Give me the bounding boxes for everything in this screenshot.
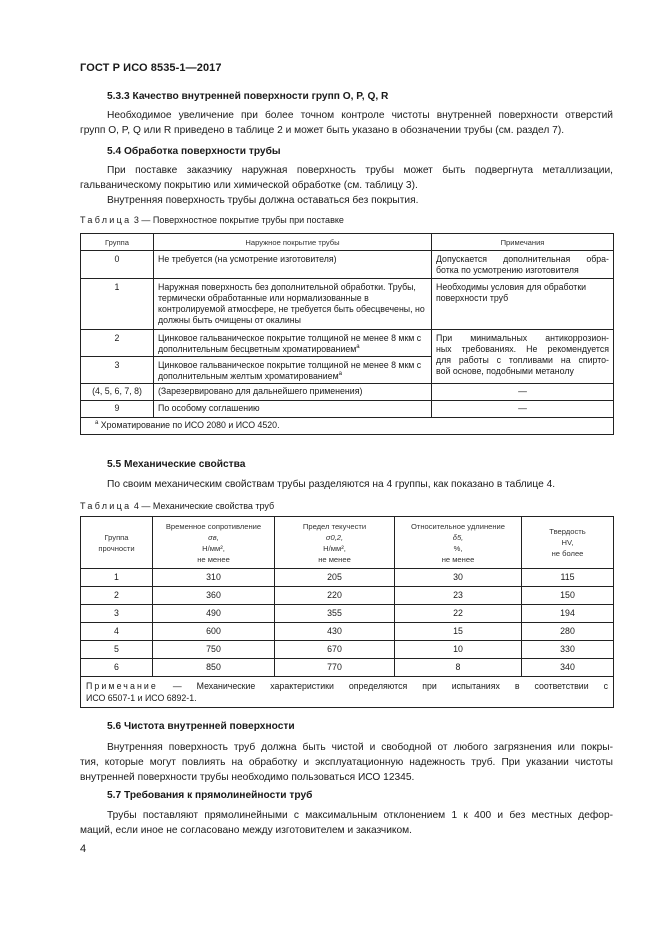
cell-tensile: 360 (153, 587, 275, 605)
header-line: Н/мм², (323, 543, 346, 553)
cell-hardness: 280 (522, 623, 614, 641)
cell-elongation: 22 (395, 605, 522, 623)
table-row (81, 279, 614, 330)
column-header-strength-group (81, 517, 153, 569)
cell-yield: 355 (275, 605, 395, 623)
header-line: Н/мм², (202, 543, 225, 553)
table-caption-word: Таблица (80, 215, 132, 225)
table-caption-title: 3 — Поверхностное покрытие трубы при поставке (133, 215, 344, 225)
header-line: HV, (561, 538, 574, 547)
cell-coating (154, 330, 432, 357)
text-line: гальваническому покрытию или химической обработке (см. таблицу 3). (80, 180, 418, 191)
cell-group: 2 (81, 330, 154, 357)
cell-note: — (432, 384, 614, 401)
cell-group: 9 (81, 401, 154, 418)
note-line (86, 680, 608, 692)
note-line: При минимальных антикоррозион- (436, 333, 609, 343)
cell-coating (154, 357, 432, 384)
table-3-caption (80, 215, 344, 225)
cell-tensile: 310 (153, 569, 275, 587)
table-caption-word: Таблица (80, 501, 132, 511)
page-number: 4 (80, 843, 87, 855)
table-row (81, 659, 614, 677)
header-line: не менее (441, 554, 475, 564)
note-line: ИСО 6507-1 и ИСО 6892-1. (86, 693, 197, 703)
cell-hardness: 340 (522, 659, 614, 677)
cell-group: 0 (81, 251, 154, 279)
column-header-tensile-strength (153, 517, 275, 569)
cell-note-merged (432, 330, 614, 384)
footnote-text: Хроматирование по ИСО 2080 и ИСО 4520. (100, 420, 280, 430)
cell-group: 3 (81, 605, 153, 623)
cell-hardness: 115 (522, 569, 614, 587)
section-heading-5-5: 5.5 Механические свойства (107, 459, 246, 470)
section-text-5-3-3 (80, 108, 613, 138)
note-line: ботка по усмотрению изготовителя (436, 265, 579, 275)
cell-yield: 670 (275, 641, 395, 659)
header-symbol: σв, (208, 532, 219, 542)
cell-group: 6 (81, 659, 153, 677)
cell-elongation: 8 (395, 659, 522, 677)
note-line: вой основе, подобными метанолу (436, 366, 574, 376)
section-text-5-7 (80, 808, 613, 838)
cell-group: 4 (81, 623, 153, 641)
cell-coating: Наружная поверхность без дополнительной обработки. Трубы, термически обработанные или нормализованные в контролируемой атмосфере, не требуется быть обесцвечены, но должны быть очищены от окалины (154, 279, 432, 330)
cell-elongation: 23 (395, 587, 522, 605)
column-header-elongation (395, 517, 522, 569)
column-header-yield-strength (275, 517, 395, 569)
table-row (81, 605, 614, 623)
header-line: Группа (104, 532, 129, 542)
column-header-group: Группа (81, 234, 154, 251)
cell-elongation: 15 (395, 623, 522, 641)
table-3 (80, 233, 614, 435)
coating-text: Цинковое гальваническое покрытие толщиной не менее 8 мкм с дополнительным бесцветным хроматированием (158, 333, 422, 354)
cell-yield: 205 (275, 569, 395, 587)
section-text-5-5 (80, 477, 613, 492)
text-line: внутренней поверхности трубы необходимо пользоваться ИСО 12345. (80, 772, 415, 783)
table-row (81, 623, 614, 641)
column-header-hardness (522, 517, 614, 569)
cell-yield: 430 (275, 623, 395, 641)
header-line: Твердость (549, 527, 586, 536)
note-word: Примечание (86, 681, 158, 691)
note-line: ных требованиях. Не рекомендуется (436, 344, 609, 354)
column-header-notes: Примечания (432, 234, 614, 251)
coating-text: Цинковое гальваническое покрытие толщиной не менее 8 мкм с дополнительным желтым хроматированием (158, 360, 422, 381)
note-line: Допускается дополнительная обра- (436, 254, 609, 264)
cell-tensile: 750 (153, 641, 275, 659)
text-line: При поставке заказчику наружная поверхность трубы может быть подвергнута металлизации, (107, 165, 613, 176)
section-text-5-6 (80, 740, 613, 785)
header-symbol: δ5, (452, 532, 464, 542)
table-row (81, 401, 614, 418)
section-heading-5-3-3: 5.3.3 Качество внутренней поверхности групп O, P, Q, R (107, 91, 389, 102)
cell-hardness: 194 (522, 605, 614, 623)
note-text: — Механические характеристики определяются при испытаниях в соответствии с (172, 681, 608, 691)
cell-yield: 220 (275, 587, 395, 605)
table-row (81, 251, 614, 279)
cell-group: 2 (81, 587, 153, 605)
table-header-row (81, 234, 614, 251)
header-line: Относительное удлинение (410, 521, 506, 531)
text-line: Необходимое увеличение при более точном контроле чистоты внутренней поверхности отверстий (107, 110, 613, 121)
cell-coating: По особому соглашению (154, 401, 432, 418)
text-line: Внутренняя поверхность трубы должна оставаться без покрытия. (107, 195, 419, 206)
cell-note (432, 279, 614, 330)
cell-coating: Не требуется (на усмотрение изготовителя) (154, 251, 432, 279)
footnote-mark: a (95, 420, 99, 427)
table-header-row (81, 517, 614, 569)
cell-tensile: 490 (153, 605, 275, 623)
table-footnote-row (81, 418, 614, 435)
text-line: тия, которые могут повлиять на обработку и эксплуатационную надежность труб. При указании чистоты (80, 757, 613, 768)
header-line: %, (453, 543, 463, 553)
cell-elongation: 30 (395, 569, 522, 587)
section-text-5-4 (80, 163, 613, 208)
text-line: Внутренняя поверхность труб должна быть чистой и свободной от любого загрязнения или покры- (107, 742, 613, 753)
footnote-ref: a (356, 344, 360, 351)
note-line: поверхности труб (436, 293, 509, 303)
note-line: Необходимы условия для обработки (436, 282, 587, 292)
table-footnote (81, 418, 614, 435)
table-note-row (81, 677, 614, 708)
text-line: групп O, P, Q или R приведено в таблице 2 и может быть указано в обозначении трубы (см. раздел 7). (80, 125, 565, 136)
section-heading-5-6: 5.6 Чистота внутренней поверхности (107, 721, 295, 732)
cell-yield: 770 (275, 659, 395, 677)
document-header: ГОСТ Р ИСО 8535-1—2017 (80, 62, 222, 74)
header-line: не менее (197, 554, 230, 564)
table-row (81, 587, 614, 605)
cell-elongation: 10 (395, 641, 522, 659)
section-heading-5-7: 5.7 Требования к прямолинейности труб (107, 790, 313, 801)
cell-group: 3 (81, 357, 154, 384)
table-row (81, 569, 614, 587)
header-line: прочности (98, 543, 135, 553)
section-heading-5-4: 5.4 Обработка поверхности трубы (107, 146, 281, 157)
column-header-coating: Наружное покрытие трубы (154, 234, 432, 251)
table-note (81, 677, 614, 708)
cell-group: 1 (81, 569, 153, 587)
cell-note: — (432, 401, 614, 418)
header-line: не менее (318, 554, 351, 564)
table-caption-title: 4 — Механические свойства труб (133, 501, 275, 511)
header-line: Предел текучести (302, 521, 367, 531)
table-4-caption (80, 501, 274, 511)
text-line: маций, если иное не согласовано между изготовителем и заказчиком. (80, 825, 412, 836)
cell-note (432, 251, 614, 279)
cell-group: 5 (81, 641, 153, 659)
text-line: Трубы поставляют прямолинейными с максимальным отклонением 1 к 400 и без местных дефор- (107, 810, 613, 821)
note-line: для работы с топливами на спирто- (436, 355, 609, 365)
cell-coating: (Зарезервировано для дальнейшего применения) (154, 384, 432, 401)
cell-group: 1 (81, 279, 154, 330)
text-line: По своим механическим свойствам трубы разделяются на 4 группы, как показано в таблице 4. (107, 479, 556, 490)
footnote-ref: a (338, 371, 342, 378)
header-line: Временное сопротивление (165, 521, 262, 531)
cell-tensile: 850 (153, 659, 275, 677)
cell-group: (4, 5, 6, 7, 8) (81, 384, 154, 401)
table-row (81, 641, 614, 659)
cell-hardness: 150 (522, 587, 614, 605)
cell-tensile: 600 (153, 623, 275, 641)
table-row (81, 384, 614, 401)
header-symbol: σ0,2, (325, 532, 344, 542)
table-row (81, 330, 614, 357)
header-line: не более (551, 549, 584, 558)
cell-hardness: 330 (522, 641, 614, 659)
table-4 (80, 516, 614, 708)
